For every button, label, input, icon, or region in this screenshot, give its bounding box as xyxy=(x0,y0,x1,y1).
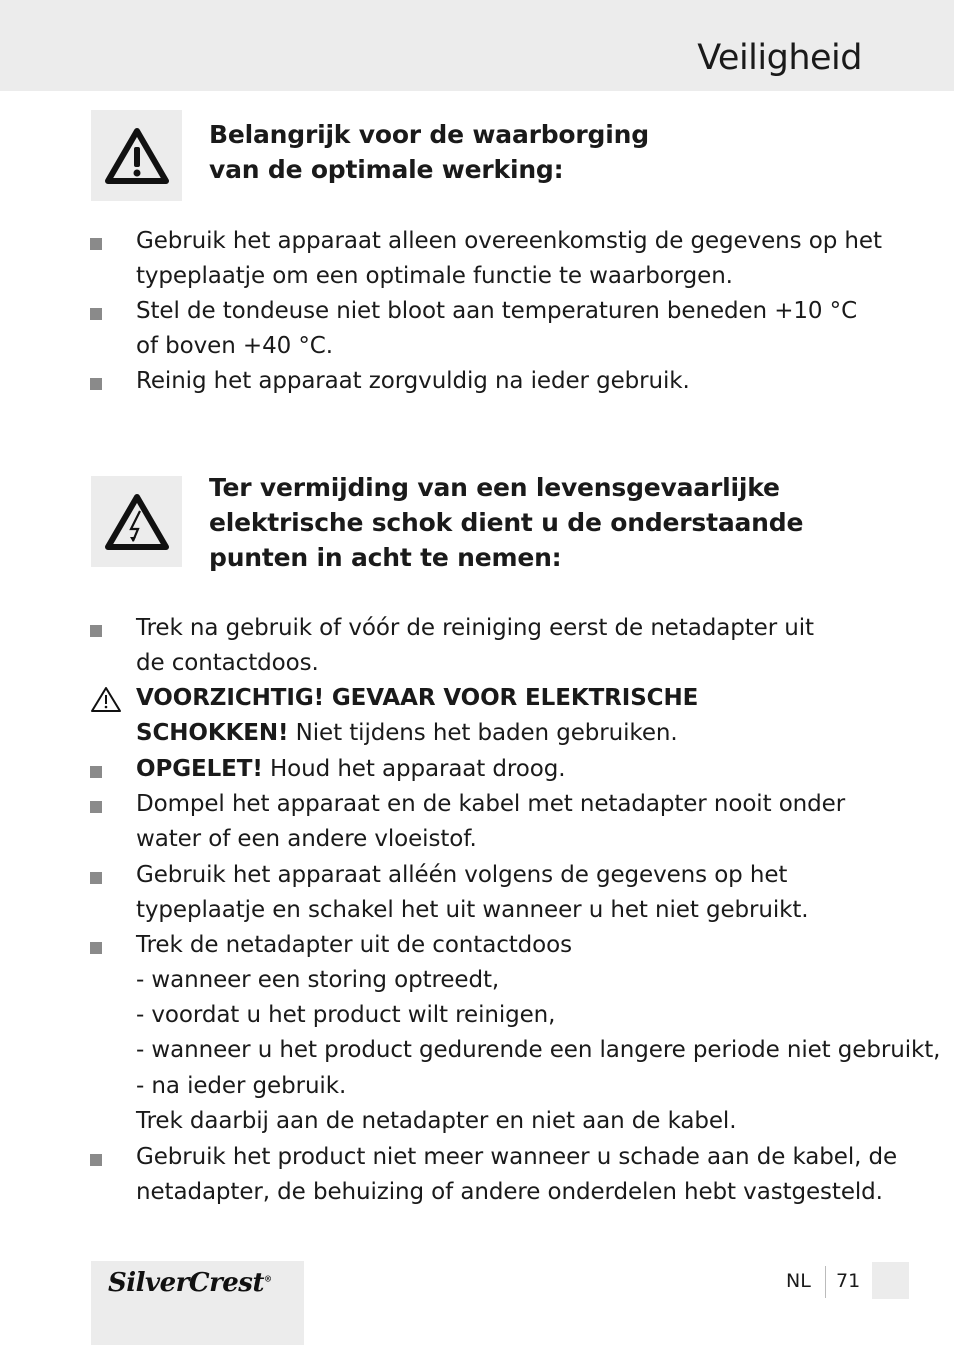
bullet-square xyxy=(90,872,102,884)
bullet-square xyxy=(90,1154,102,1166)
warning-heading-cont: SCHOKKEN! xyxy=(136,720,289,746)
notice-title-line: van de optimale werking: xyxy=(209,155,564,184)
bullet-square xyxy=(90,766,102,778)
sub-list-item: - wanneer een storing optreedt, xyxy=(136,967,500,993)
notice-title-line: punten in acht te nemen: xyxy=(209,543,562,572)
list-item-text: Trek daarbij aan de netadapter en niet aan de kabel. xyxy=(136,1108,737,1134)
warning-triangle-icon xyxy=(89,685,123,713)
list-item-text: de contactdoos. xyxy=(136,650,319,676)
brand-logo xyxy=(108,1268,271,1298)
bullet-square xyxy=(90,378,102,390)
sub-list-item: - na ieder gebruik. xyxy=(136,1073,347,1099)
electric-warning-icon-box xyxy=(91,476,182,567)
list-item-text xyxy=(136,752,565,787)
list-item-text: Stel de tondeuse niet bloot aan temperaturen beneden +10 °C xyxy=(136,298,858,324)
sub-list-item: - voordat u het product wilt reinigen, xyxy=(136,1002,556,1028)
page-number: 71 xyxy=(836,1270,861,1292)
notice-title-line: elektrische schok dient u de onderstaande xyxy=(209,508,804,537)
page-title: Veiligheid xyxy=(697,38,862,78)
notice-title-electric xyxy=(209,470,803,575)
bullet-square xyxy=(90,801,102,813)
footer-corner-box xyxy=(872,1262,909,1299)
list-item-text: Trek de netadapter uit de contactdoos xyxy=(136,932,572,958)
list-item-text: Reinig het apparaat zorgvuldig na ieder gebruik. xyxy=(136,368,690,394)
list-item-text: Trek na gebruik of vóór de reiniging eerst de netadapter uit xyxy=(136,615,814,641)
caution-label: OPGELET! xyxy=(136,756,263,782)
caution-text: Houd het apparaat droog. xyxy=(262,756,566,782)
list-item-text: typeplaatje om een optimale functie te waarborgen. xyxy=(136,263,733,289)
bullet-square xyxy=(90,238,102,250)
warning-icon-box xyxy=(91,110,182,201)
list-item-text: Gebruik het product niet meer wanneer u schade aan de kabel, de xyxy=(136,1144,898,1170)
footer-language: NL xyxy=(786,1270,811,1292)
list-item-text: Gebruik het apparaat alléén volgens de gegevens op het xyxy=(136,862,788,888)
notice-title-operation xyxy=(209,117,649,187)
notice-title-line: Belangrijk voor de waarborging xyxy=(209,120,649,149)
list-item-text: of boven +40 °C. xyxy=(136,333,333,359)
list-item-text: typeplaatje en schakel het uit wanneer u het niet gebruikt. xyxy=(136,897,809,923)
bullet-square xyxy=(90,308,102,320)
warning-text: Niet tijdens het baden gebruiken. xyxy=(288,720,678,746)
electric-shock-warning-icon xyxy=(104,493,170,551)
brand-name: SilverCrest xyxy=(108,1268,264,1298)
warning-heading: VOORZICHTIG! GEVAAR VOOR ELEKTRISCHE xyxy=(136,685,699,711)
list-item-text: Dompel het apparaat en de kabel met netadapter nooit onder xyxy=(136,791,846,817)
footer-divider xyxy=(825,1266,826,1298)
trademark-symbol: ® xyxy=(263,1273,272,1284)
sub-list-item: - wanneer u het product gedurende een langere periode niet gebruikt, xyxy=(136,1037,941,1063)
notice-title-line: Ter vermijding van een levensgevaarlijke xyxy=(209,473,780,502)
list-item-text: Gebruik het apparaat alleen overeenkomstig de gegevens op het xyxy=(136,228,882,254)
warning-triangle-icon xyxy=(104,127,170,185)
bullet-square xyxy=(90,942,102,954)
list-item-text: netadapter, de behuizing of andere onderdelen hebt vastgesteld. xyxy=(136,1179,883,1205)
list-item-text xyxy=(136,716,678,751)
bullet-square xyxy=(90,625,102,637)
list-item-text: water of een andere vloeistof. xyxy=(136,826,477,852)
